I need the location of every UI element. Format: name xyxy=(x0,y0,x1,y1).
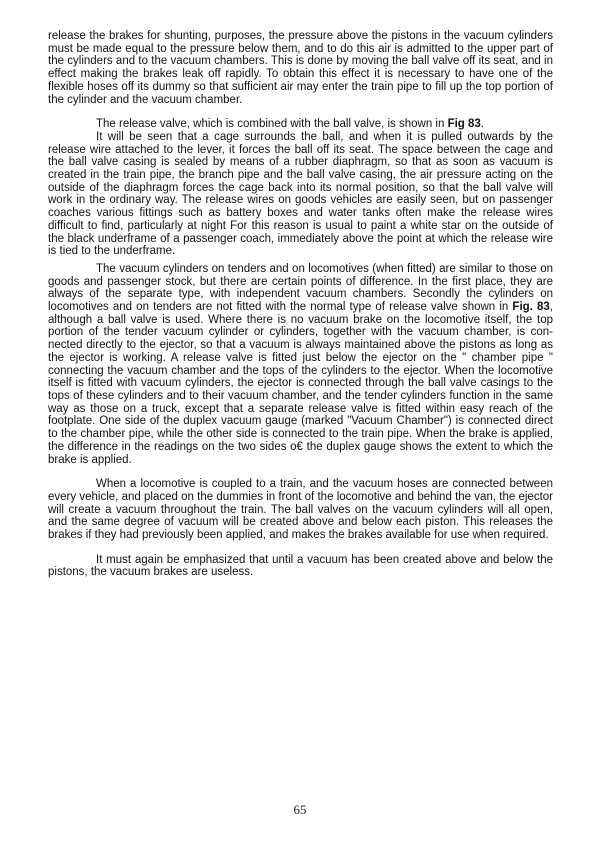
page-body xyxy=(48,30,553,579)
paragraph-continuation: release the brakes for shunting, purposes, the pressure above the pistons in the vacuum cylinders must be made equal to the pressure below them, and to do this air is admitted to the upper part of the cylinders and to the vacuum chambers. This is done by moving the ball valve off its seat, and in effect making the brakes leak off rapidly. To obtain this effect it is necessary to have one of the flexible hoses off its dummy so that sufficient air may enter the train pipe to fill up the top portion of the cylinder and the vacuum chamber. xyxy=(48,30,553,106)
paragraph-release-valve xyxy=(48,118,553,131)
paragraph-coupling: When a locomotive is coupled to a train, and the vacuum hoses are connected between every vehicle, and placed on the dummies in front of the locomotive and behind the van, the ejector will create a vacuum throughout the train. The ball valves on the vacuum cylinders will all open, and the same degree of vacuum will be created above and below each piston. This releases the brakes if they had previously been applied, and makes the brakes available for use when required. xyxy=(48,478,553,542)
paragraph-text: The vacuum cylinders on tenders and on locomotives (when fitted) are similar to those on goods and passenger stock, but there are certain points of difference. In the first place, they are always of the separate type, with independent vacuum chambers. Secondly the cylinders on locomotives and on tenders are not fitted with the normal type of release valve shown in xyxy=(48,262,553,314)
paragraph-text: The release valve, which is combined with the ball valve, is shown in xyxy=(96,118,448,131)
paragraph-cage: It will be seen that a cage surrounds the ball, and when it is pulled outwards by the release wire attached to the lever, it forces the ball off its seat. The space between the cage and the ball valve casing is sealed by means of a rubber diaphragm, so that as soon as vacuum is created in the train pipe, the branch pipe and the ball valve casing, the air pressure acting on the outside of the diaphragm forces the cage back into its normal position, so that the ball valve will work in the ordinary way. The release wires on goods vehicles are easily seen, but on passenger coaches various fittings such as battery boxes and water tanks often make the release wires difficult to find, particularly at night For this reason is usual to paint a white star on the outside of the black underframe of a passenger coach, immediately above the point at which the release wire is tied to the underframe. xyxy=(48,130,553,258)
paragraph-text: , although a ball valve is used. Where there is no vacuum brake on the locomotive itself, the top portion of the tender vacuum cylinder or cylinders, together with the vacuum chamber, is con-nected directly to the ejector, so that a vacuum is always maintained above the pistons as long as the ejector is working. A release valve is fitted just below the ejector on the " chamber pipe " connecting the vacuum chamber and the tops of the cylinders to the ejector. When the locomotive itself is fitted with vacuum cylinders, the ejector is connected through the ball valve casings to the tops of these cylinders and to their vacuum chamber, and the tender cylinders function in the same way as those on a truck, except that a separate release valve is fitted within easy reach of the footplate. One side of the duplex vacuum gauge (marked "Vacuum Chamber") is connected direct to the chamber pipe, while the other side is connected to the train pipe. When the brake is applied, the difference in the readings on the two sides o€ the duplex gauge shows the extent to which the brake is applied. xyxy=(48,301,553,466)
figure-reference: Fig 83 xyxy=(447,118,481,131)
page-number: 65 xyxy=(293,802,307,817)
paragraph-emphasis: It must again be emphasized that until a vacuum has been created above and below the pistons, the vacuum brakes are useless. xyxy=(48,553,553,579)
paragraph-text: . xyxy=(480,118,484,131)
figure-reference: Fig. 83 xyxy=(512,301,550,314)
paragraph-tenders xyxy=(48,263,553,466)
